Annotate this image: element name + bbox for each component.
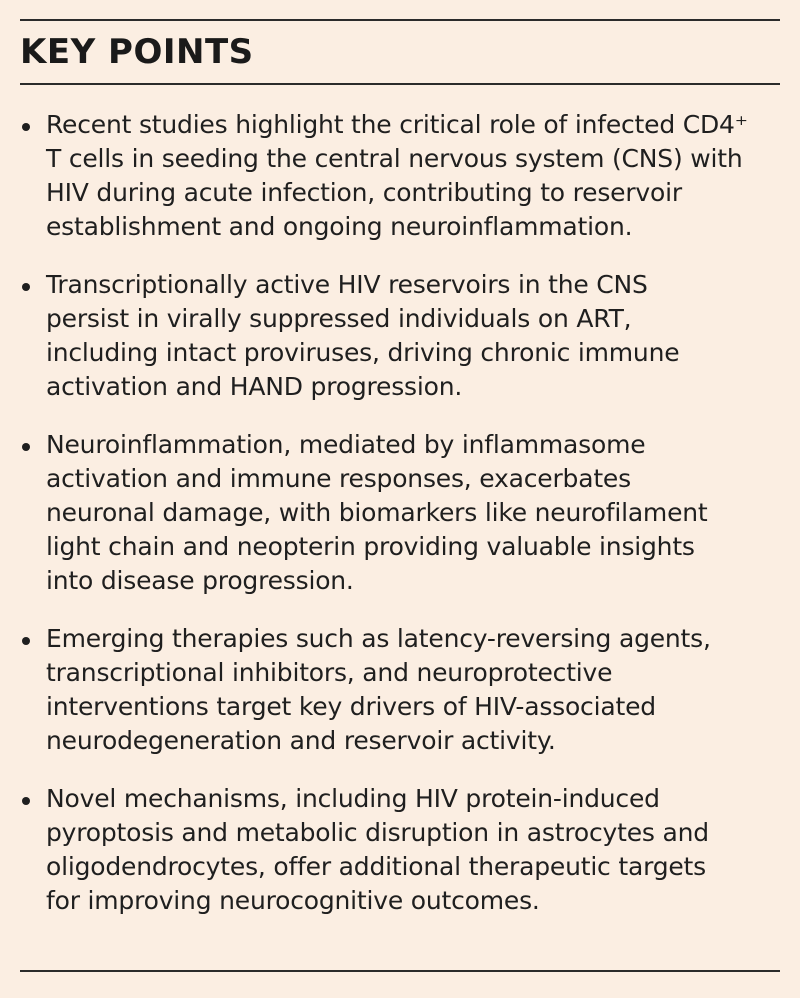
key-point-line: Emerging therapies such as latency-reversing agents, xyxy=(46,624,711,653)
key-point-line: for improving neurocognitive outcomes. xyxy=(46,886,540,915)
key-point-2 xyxy=(20,268,780,404)
key-point-line: neuronal damage, with biomarkers like neurofilament xyxy=(46,498,708,527)
key-point-line: activation and immune responses, exacerbates xyxy=(46,464,631,493)
bullet-icon xyxy=(22,637,30,645)
key-point-line: including intact proviruses, driving chronic immune xyxy=(46,338,680,367)
bullet-icon xyxy=(22,797,30,805)
key-point-line: Novel mechanisms, including HIV protein-induced xyxy=(46,784,660,813)
key-point-line: Recent studies highlight the critical role of infected CD4⁺ xyxy=(46,110,748,139)
bottom-rule xyxy=(20,970,780,972)
key-point-line: oligodendrocytes, offer additional therapeutic targets xyxy=(46,852,706,881)
key-point-line: interventions target key drivers of HIV-associated xyxy=(46,692,656,721)
key-point-line: activation and HAND progression. xyxy=(46,372,463,401)
key-point-line: light chain and neopterin providing valuable insights xyxy=(46,532,695,561)
key-point-line: persist in virally suppressed individuals on ART, xyxy=(46,304,632,333)
title-rule xyxy=(20,83,780,85)
key-point-line: T cells in seeding the central nervous system (CNS) with xyxy=(46,144,743,173)
key-point-line: establishment and ongoing neuroinflammation. xyxy=(46,212,633,241)
key-point-5 xyxy=(20,782,780,918)
section-title: KEY POINTS xyxy=(20,32,254,72)
key-point-3 xyxy=(20,428,780,598)
bullet-icon xyxy=(22,443,30,451)
bullet-icon xyxy=(22,123,30,131)
top-rule xyxy=(20,19,780,21)
key-point-line: pyroptosis and metabolic disruption in astrocytes and xyxy=(46,818,709,847)
key-point-line: Transcriptionally active HIV reservoirs in the CNS xyxy=(46,270,648,299)
key-point-line: transcriptional inhibitors, and neuroprotective xyxy=(46,658,613,687)
key-point-line: Neuroinflammation, mediated by inflammasome xyxy=(46,430,646,459)
key-point-line: HIV during acute infection, contributing to reservoir xyxy=(46,178,682,207)
key-point-line: neurodegeneration and reservoir activity. xyxy=(46,726,556,755)
key-points-list xyxy=(20,108,780,942)
key-point-4 xyxy=(20,622,780,758)
bullet-icon xyxy=(22,283,30,291)
key-point-1 xyxy=(20,108,780,244)
key-point-line: into disease progression. xyxy=(46,566,354,595)
